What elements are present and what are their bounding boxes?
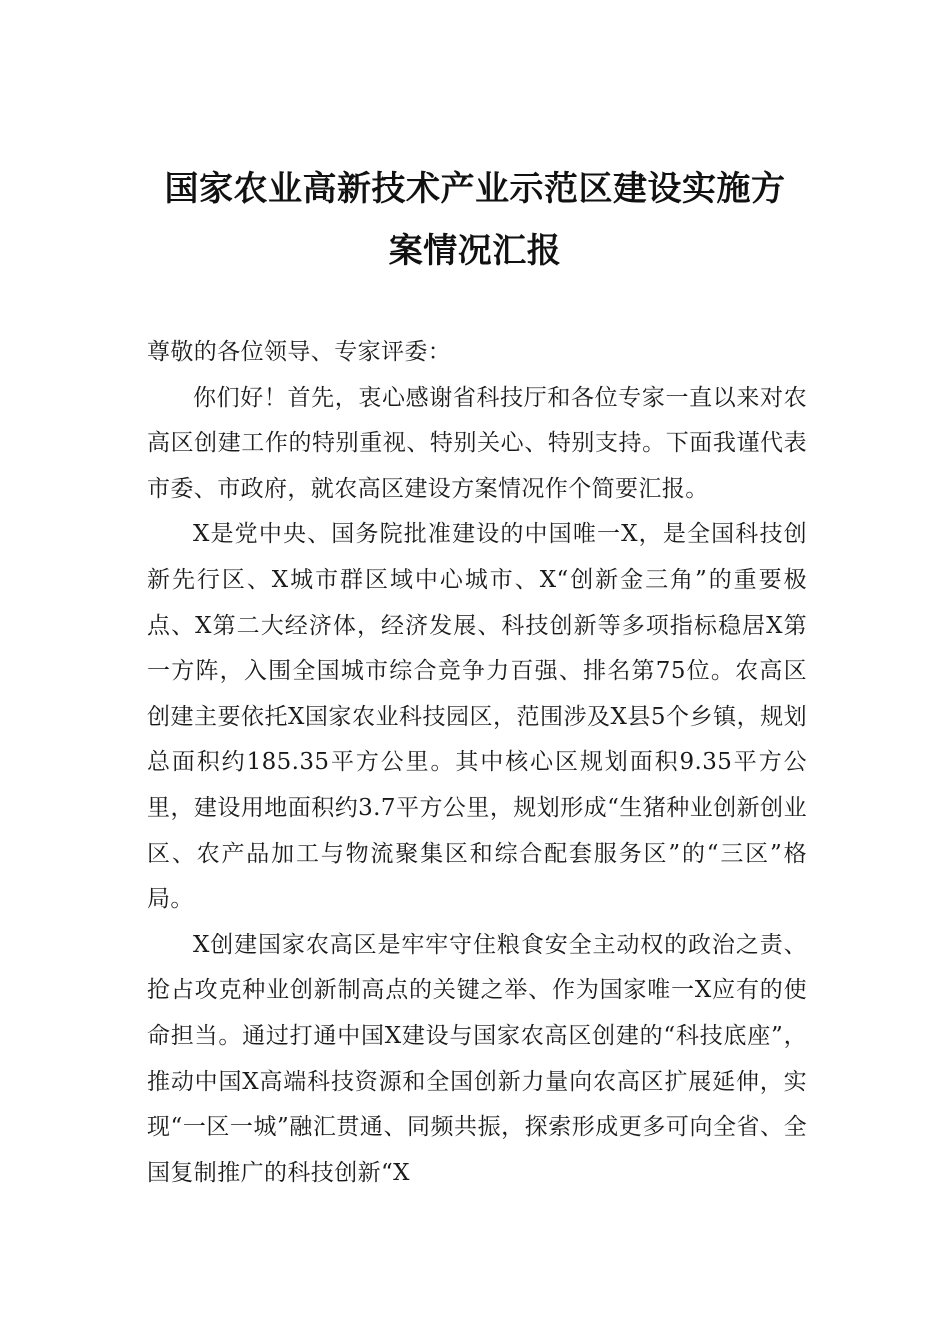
- salutation: 尊敬的各位领导、专家评委：: [147, 339, 452, 365]
- paragraph-significance: X创建国家农高区是牢牢守住粮食安全主动权的政治之责、抢占攻克种业创新制高点的关键之举、作为国家唯一X应有的使命担当。通过打通中国X建设与国家农高区创建的“科技底座”，推动中国X高端科技资源和全国创新力量向农高区扩展延伸，实现“一区一城”融汇贯通、同频共振，探索形成更多可向全省、全国复制推广的科技创新“X: [147, 931, 807, 1186]
- title-line-2: 案情况汇报: [388, 231, 562, 271]
- paragraph-greeting: 你们好！首先，衷心感谢省科技厅和各位专家一直以来对农高区创建工作的特别重视、特别关心、特别支持。下面我谨代表市委、市政府，就农高区建设方案情况作个简要汇报。: [147, 384, 807, 502]
- title-line-1: 国家农业高新技术产业示范区建设实施方: [164, 169, 786, 209]
- document-body: [147, 330, 807, 1196]
- document-title: [130, 158, 820, 282]
- paragraph-city-overview: X是党中央、国务院批准建设的中国唯一X，是全国科技创新先行区、X城市群区域中心城市、X“创新金三角”的重要极点、X第二大经济体，经济发展、科技创新等多项指标稳居X第一方阵，入围全国城市综合竞争力百强、排名第75位。农高区创建主要依托X国家农业科技园区，范围涉及X县5个乡镇，规划总面积约185.35平方公里。其中核心区规划面积9.35平方公里，建设用地面积约3.7平方公里，规划形成“生猪种业创新创业区、农产品加工与物流聚集区和综合配套服务区”的“三区”格局。: [147, 521, 807, 913]
